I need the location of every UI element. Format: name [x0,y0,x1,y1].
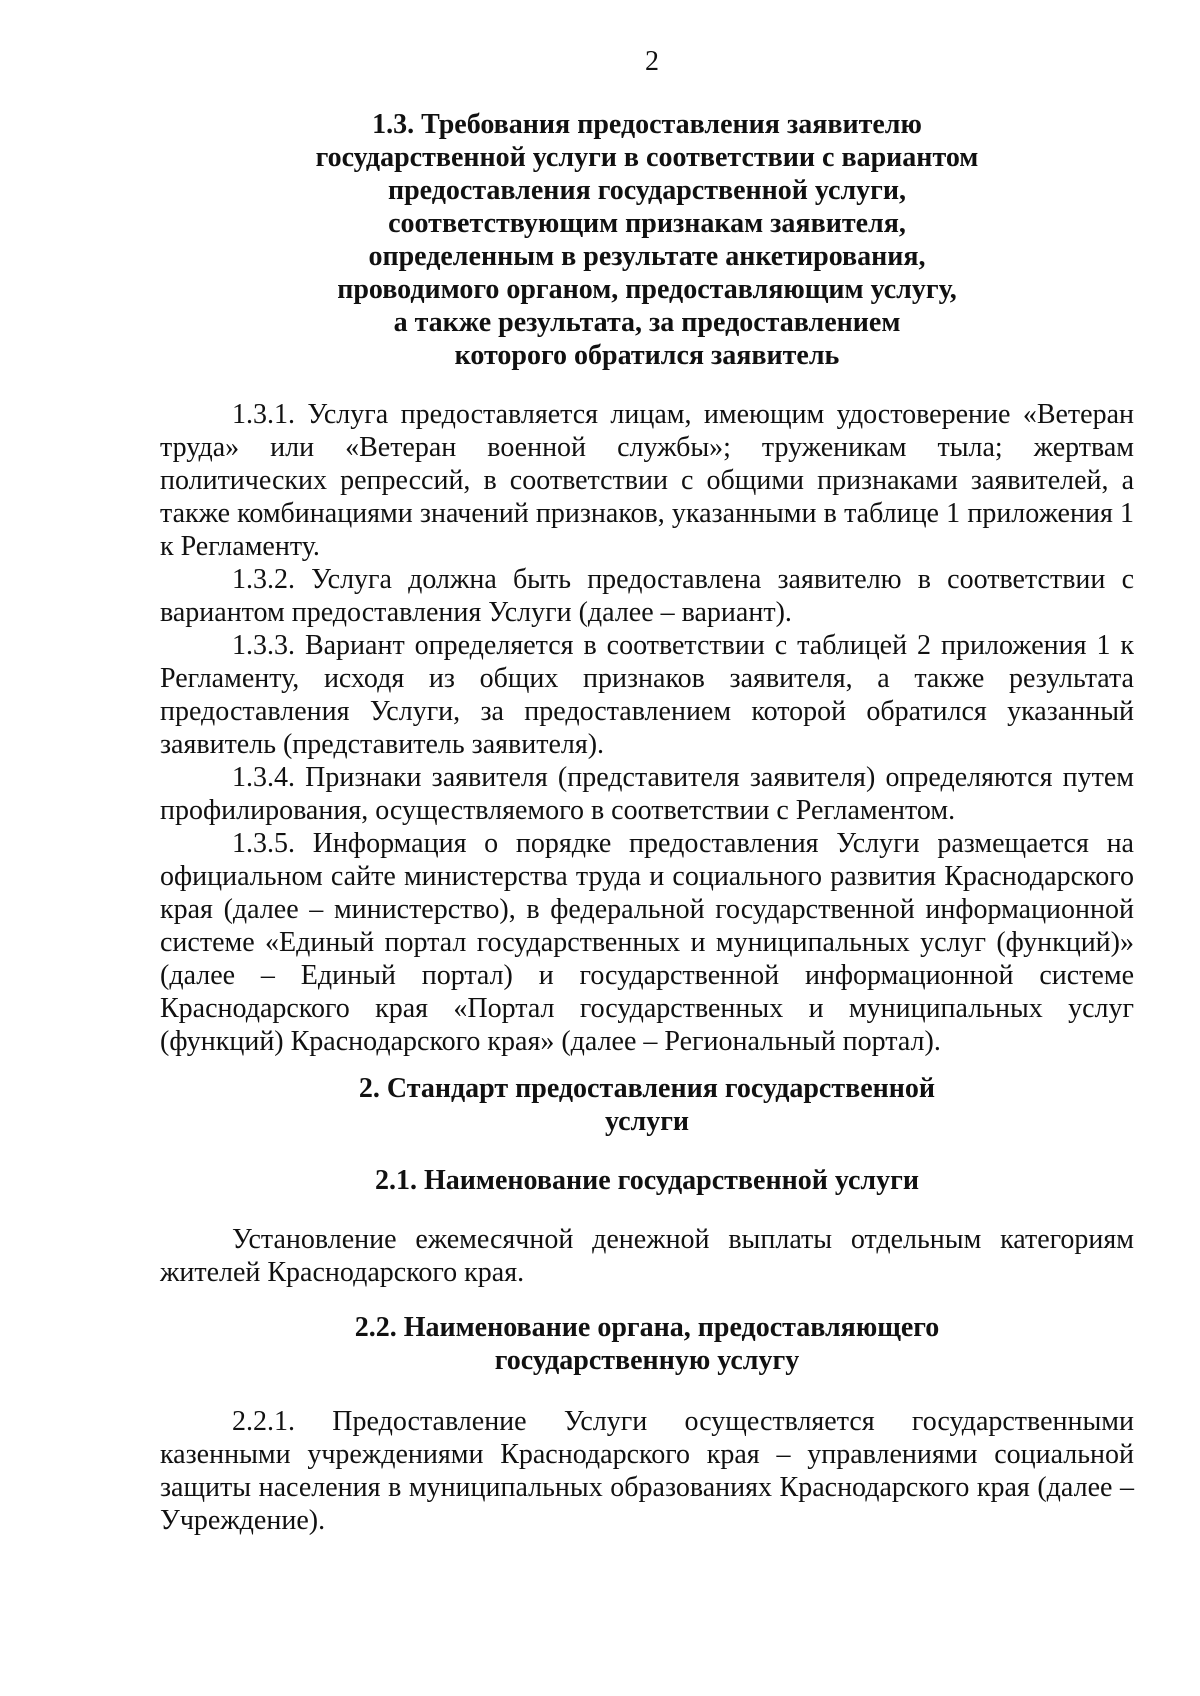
heading-line: 2.2. Наименование органа, предоставляющего [354,1312,940,1343]
paragraph-1-3-5: 1.3.5. Информация о порядке предоставления Услуги размещается на официальном сайте министерства труда и социального развития Краснодарского края (далее – министерство), в федеральной государственной информационной системе «Единый портал государственных и муниципальных услуг (функций)» (далее – Единый портал) и государственной информационной системе Краснодарского края «Портал государственных и муниципальных услуг (функций) Краснодарского края» (далее – Региональный портал). [160,828,1134,1057]
heading-2 [160,1072,1134,1138]
heading-line: 2. Стандарт предоставления государственной [358,1073,936,1104]
heading-line: определенным в результате анкетирования, [368,241,926,272]
heading-line: государственной услуги в соответствии с вариантом [315,142,979,173]
page-number: 2 [645,46,659,77]
paragraph-2-1: Установление ежемесячной денежной выплаты отдельным категориям жителей Краснодарского края. [160,1224,1134,1288]
paragraph-1-3-2: 1.3.2. Услуга должна быть предоставлена заявителю в соответствии с вариантом предоставления Услуги (далее – вариант). [160,564,1134,628]
heading-line: соответствующим признакам заявителя, [388,208,906,239]
heading-line: 1.3. Требования предоставления заявителю [372,109,922,140]
heading-line: предоставления государственной услуги, [387,175,907,206]
heading-line: проводимого органом, предоставляющим услугу, [337,274,957,305]
heading-2-2 [160,1311,1134,1377]
paragraph-1-3-3: 1.3.3. Вариант определяется в соответствии с таблицей 2 приложения 1 к Регламенту, исходя из общих признаков заявителя, а также результата предоставления Услуги, за предоставлением которой обратился указанный заявитель (представитель заявителя). [160,630,1134,760]
paragraph-1-3-1: 1.3.1. Услуга предоставляется лицам, имеющим удостоверение «Ветеран труда» или «Ветеран военной службы»; труженикам тыла; жертвам политических репрессий, в соответствии с общими признаками заявителей, а также комбинациями значений признаков, указанными в таблице 1 приложения 1 к Регламенту. [160,399,1134,562]
paragraph-2-2-1: 2.2.1. Предоставление Услуги осуществляется государственными казенными учреждениями Краснодарского края – управлениями социальной защиты населения в муниципальных образованиях Краснодарского края (далее – Учреждение). [160,1406,1134,1536]
heading-2-1: 2.1. Наименование государственной услуги [375,1165,919,1196]
paragraph-1-3-4: 1.3.4. Признаки заявителя (представителя заявителя) определяются путем профилирования, осуществляемого в соответствии с Регламентом. [160,762,1134,826]
heading-line: а также результата, за предоставлением [393,307,901,338]
heading-1-3 [160,108,1134,372]
heading-line: которого обратился заявитель [454,340,840,371]
heading-line: услуги [604,1106,690,1137]
heading-line: государственную услугу [494,1345,800,1376]
